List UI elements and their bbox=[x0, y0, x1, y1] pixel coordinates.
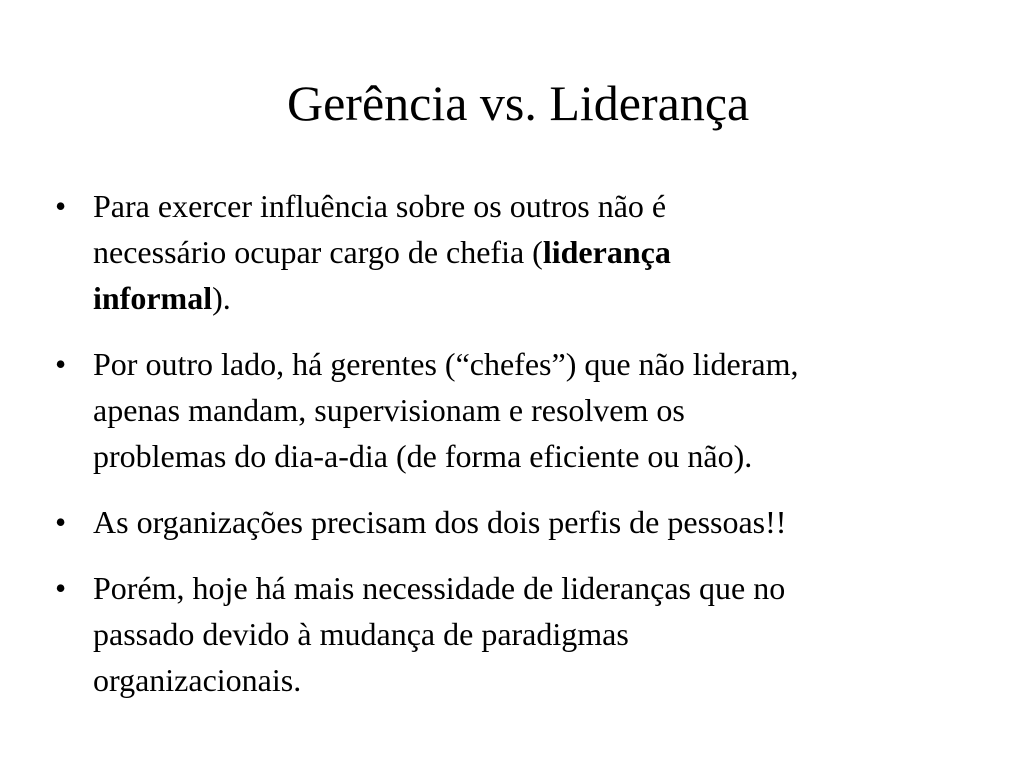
bullet-4-line-3: organizacionais. bbox=[93, 662, 302, 698]
bullet-1-bold-lideranca: liderança bbox=[542, 234, 671, 270]
bullet-item-2 bbox=[55, 341, 995, 479]
bullet-item-1 bbox=[55, 183, 995, 321]
bullet-3-line-1: As organizações precisam dos dois perfis de pessoas!! bbox=[93, 504, 787, 540]
bullet-1-line-3 bbox=[93, 275, 995, 321]
bullet-marker: • bbox=[55, 346, 67, 382]
bullet-marker: • bbox=[55, 504, 67, 540]
bullet-item-4 bbox=[55, 565, 995, 703]
bullet-marker: • bbox=[55, 188, 67, 224]
bullet-4-line-1: Porém, hoje há mais necessidade de lideranças que no bbox=[93, 570, 786, 606]
bullet-2-line-2: apenas mandam, supervisionam e resolvem os bbox=[93, 392, 685, 428]
bullet-1-line-3-text: ). bbox=[212, 280, 231, 316]
bullet-1-line-2-text: necessário ocupar cargo de chefia ( bbox=[93, 234, 543, 270]
bullet-list bbox=[55, 183, 995, 723]
bullet-marker: • bbox=[55, 570, 67, 606]
bullet-2-line-3: problemas do dia-a-dia (de forma eficiente ou não). bbox=[93, 438, 753, 474]
bullet-2-line-1: Por outro lado, há gerentes (“chefes”) que não lideram, bbox=[93, 346, 799, 382]
bullet-1-line-1: Para exercer influência sobre os outros não é bbox=[93, 188, 667, 224]
bullet-1-line-2 bbox=[93, 229, 995, 275]
bullet-4-line-2: passado devido à mudança de paradigmas bbox=[93, 616, 629, 652]
bullet-1-bold-informal: informal bbox=[93, 280, 213, 316]
bullet-item-3 bbox=[55, 499, 995, 545]
slide-title: Gerência vs. Liderança bbox=[287, 75, 750, 131]
